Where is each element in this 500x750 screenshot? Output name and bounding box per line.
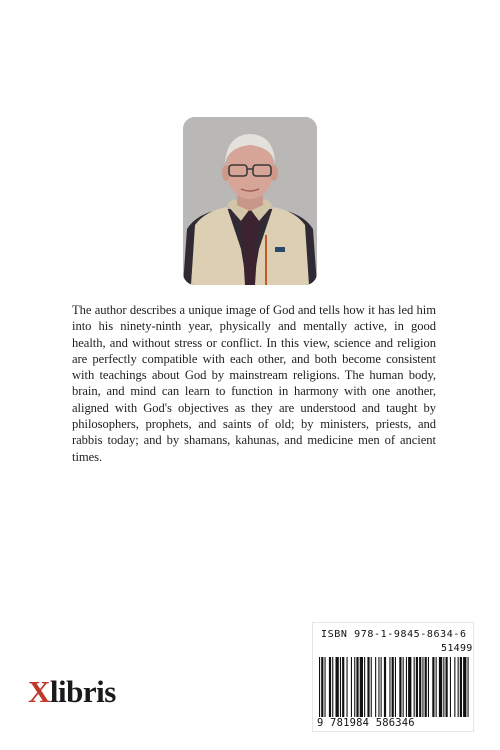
- publisher-logo-initial: X: [28, 674, 50, 709]
- isbn-number: ISBN 978-1-9845-8634-6: [321, 629, 467, 640]
- publisher-logo-text: libris: [49, 674, 116, 709]
- isbn-barcode: [312, 622, 474, 732]
- price-code: 51499: [441, 643, 473, 654]
- ean-number: 9 781984 586346: [317, 717, 415, 729]
- author-photo: [183, 117, 317, 285]
- back-cover-blurb: The author describes a unique image of God and tells how it has led him into his ninety-ninth year, physically and mentally active, in good health, and without stress or conflict. In this view, science and religion are perfectly compatible with each other, and both become consistent with teachings about God by mainstream religions. The human body, brain, and mind can learn to function in harmony with one another, aligned with God's objectives as they are understood and taught by philosophers, prophets, and saints of old; by ministers, priests, and rabbis today; and by shamans, kahunas, and medicine men of ancient times.: [72, 303, 436, 464]
- author-portrait-icon: [183, 117, 317, 285]
- publisher-logo: [28, 676, 116, 707]
- barcode-bars: [319, 657, 469, 717]
